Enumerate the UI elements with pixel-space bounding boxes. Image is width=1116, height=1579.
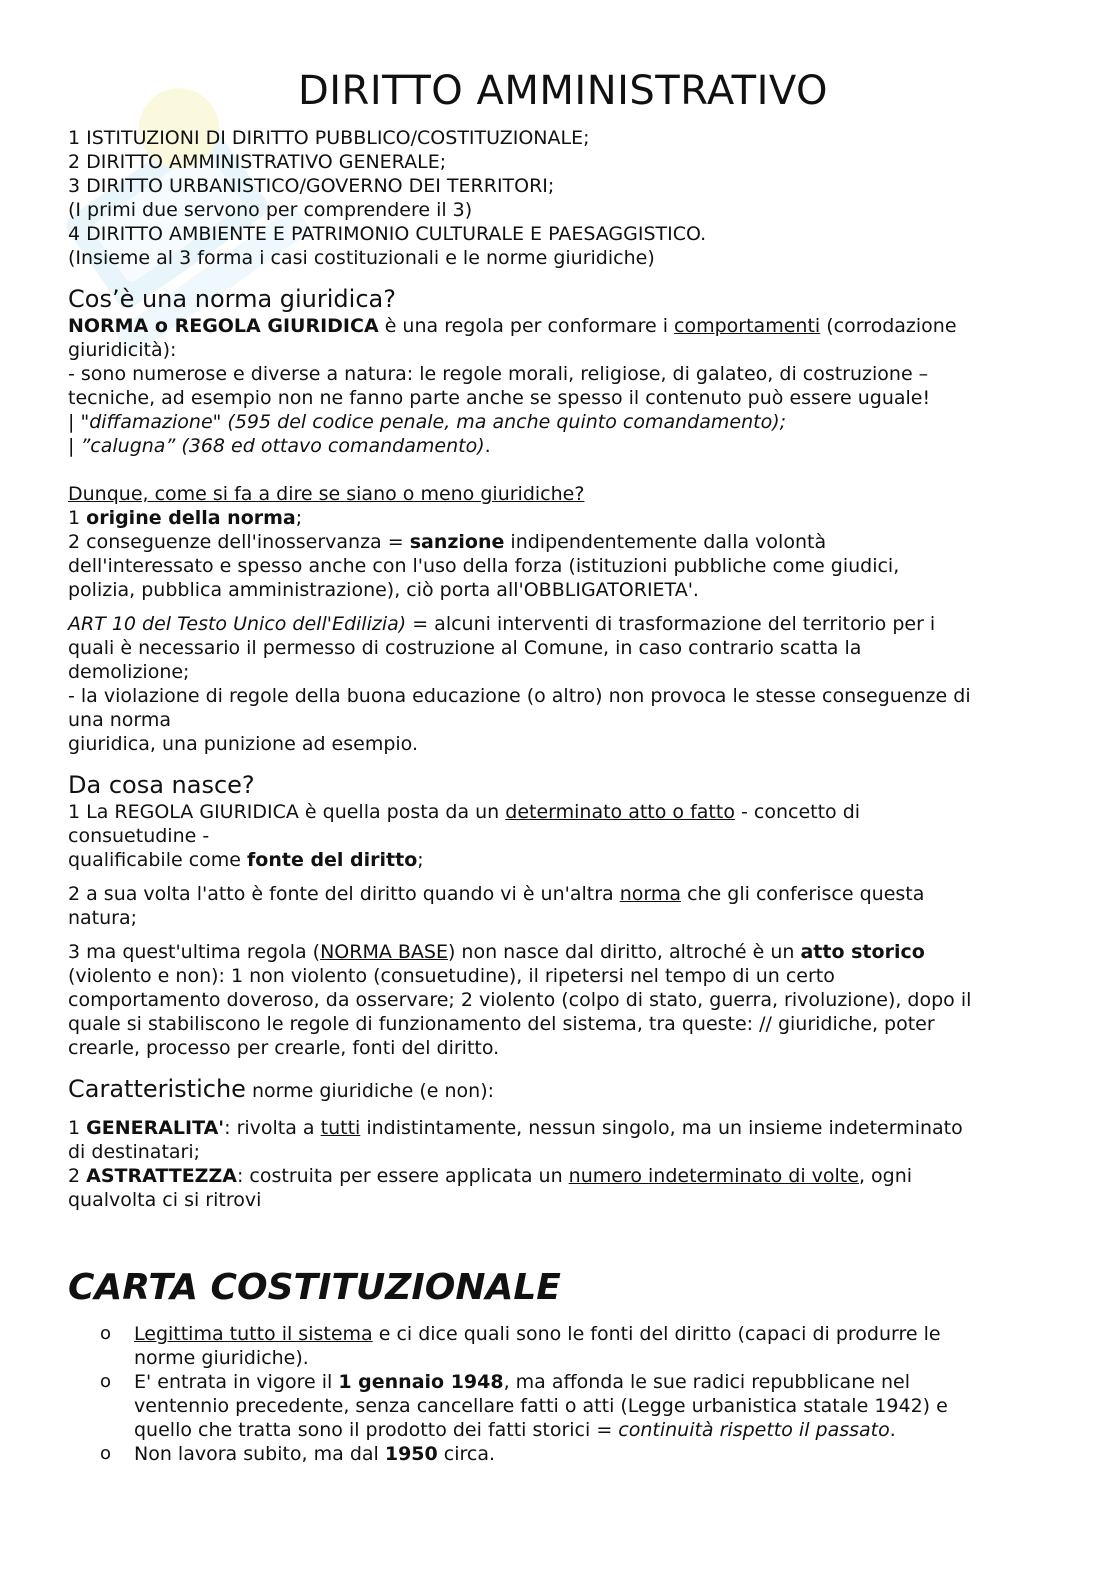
text: 2 <box>68 1165 87 1187</box>
list-item <box>68 1442 1058 1466</box>
text-line: una norma <box>68 709 172 731</box>
text-line: quali è necessario il permesso di costruzione al Comune, in caso contrario scatta la <box>68 637 862 659</box>
text: che gli conferisce questa <box>681 883 925 905</box>
section-heading-caratteristiche <box>68 1074 1058 1106</box>
text: . <box>889 1419 896 1441</box>
text-line <box>68 882 1058 906</box>
heading-main: Caratteristiche <box>68 1075 246 1103</box>
text: (corrodazione <box>820 315 957 337</box>
bold-text: ASTRATTEZZA <box>86 1165 237 1187</box>
text: circa. <box>437 1443 496 1465</box>
underlined-term: determinato atto o fatto <box>505 801 735 823</box>
intro-list <box>68 126 1058 270</box>
text-line <box>68 612 1058 636</box>
text-line: demolizione; <box>68 661 190 683</box>
text: 3 ma quest'ultima regola ( <box>68 941 321 963</box>
italic-text: continuità rispetto il passato <box>618 1419 890 1441</box>
text-line: - sono numerose e diverse a natura: le regole morali, religiose, di galateo, di costruzione – <box>68 363 929 385</box>
text: . <box>484 435 491 457</box>
document-page <box>68 66 1058 1466</box>
bold-text: origine della norma <box>86 507 296 529</box>
text-line <box>68 940 1058 964</box>
text-line: giuridicità): <box>68 339 177 361</box>
italic-text: ”calugna” (368 ed ottavo comandamento) <box>80 435 485 457</box>
intro-line: 1 ISTITUZIONI DI DIRITTO PUBBLICO/COSTITUZIONALE; <box>68 127 590 149</box>
intro-line: (I primi due servono per comprendere il 3) <box>68 199 473 221</box>
text: Non lavora subito, ma dal <box>134 1443 385 1465</box>
underlined-term: norma <box>619 883 682 905</box>
underlined-term: numero indeterminato di volte <box>568 1165 859 1187</box>
text: indistintamente, nessun singolo, ma un insieme indeterminato <box>360 1117 963 1139</box>
intro-line: 2 DIRITTO AMMINISTRATIVO GENERALE; <box>68 151 447 173</box>
text: ) non nasce dal diritto, altroché è un <box>447 941 801 963</box>
underlined-term: tutti <box>320 1117 361 1139</box>
intro-line: 3 DIRITTO URBANISTICO/GOVERNO DEI TERRITORI; <box>68 175 555 197</box>
text: 1 La REGOLA GIURIDICA è quella posta da un <box>68 801 506 823</box>
text-line <box>68 1164 1058 1188</box>
text: | <box>68 435 81 457</box>
text-line: natura; <box>68 907 138 929</box>
list-item <box>68 1322 1058 1370</box>
text-line: crearle, processo per crearle, fonti del diritto. <box>68 1037 500 1059</box>
bullet-list <box>68 1322 1058 1466</box>
text-line <box>68 530 1058 554</box>
bullet-marker: o <box>100 1371 112 1392</box>
question-line <box>68 482 1058 506</box>
heading-suffix: norme giuridiche (e non): <box>245 1080 495 1102</box>
italic-text: "diffamazione" (595 del codice penale, ma anche quinto comandamento); <box>80 411 787 433</box>
intro-line: 4 DIRITTO AMBIENTE E PATRIMONIO CULTURALE E PAESAGGISTICO. <box>68 223 707 245</box>
text-line <box>134 1442 1058 1466</box>
text-line <box>68 1116 1058 1140</box>
text-line: tecniche, ad esempio non ne fanno parte anche se spesso il contenuto può essere uguale! <box>68 387 931 409</box>
underlined-term: Legittima tutto il sistema <box>134 1323 373 1345</box>
text: : rivolta a <box>224 1117 321 1139</box>
text: qualificabile come <box>68 849 248 871</box>
text-line <box>68 506 1058 530</box>
text-line: consuetudine - <box>68 825 210 847</box>
text: E' entrata in vigore il <box>134 1371 339 1393</box>
bold-text: 1950 <box>384 1443 438 1465</box>
underlined-question: Dunque, come si fa a dire se siano o meno giuridiche? <box>68 483 585 505</box>
bold-text: fonte del diritto <box>247 849 418 871</box>
intro-line: (Insieme al 3 forma i casi costituzionali e le norme giuridiche) <box>68 247 655 269</box>
text: 2 a sua volta l'atto è fonte del diritto quando vi è un'altra <box>68 883 620 905</box>
text: quello che tratta sono il prodotto dei fatti storici = <box>134 1419 619 1441</box>
list-item <box>68 1370 1058 1442</box>
definition-term: NORMA o REGOLA GIURIDICA <box>68 315 379 337</box>
text-line: giuridica, una punizione ad esempio. <box>68 733 419 755</box>
text-line <box>68 848 1058 872</box>
text-line: dell'interessato e spesso anche con l'uso della forza (istituzioni pubbliche come giudici, <box>68 555 900 577</box>
text-line: quale si stabiliscono le regole di funzionamento del sistema, tra queste: // giuridiche, poter <box>68 1013 935 1035</box>
text-line <box>134 1370 1058 1394</box>
italic-text: ART 10 del Testo Unico dell'Edilizia) <box>68 613 407 635</box>
text: ; <box>295 507 303 529</box>
text-line <box>134 1322 1058 1346</box>
bold-text: GENERALITA' <box>86 1117 225 1139</box>
text: ; <box>417 849 424 871</box>
underlined-term: NORMA BASE <box>320 941 448 963</box>
text: è una regola per conformare i <box>378 315 675 337</box>
bullet-marker: o <box>100 1443 112 1464</box>
section-heading-norma: Cos’è una norma giuridica? <box>68 285 396 313</box>
section-heading-carta: CARTA COSTITUZIONALE <box>68 1267 561 1308</box>
text: , ma affonda le sue radici repubblicane nel <box>503 1371 910 1393</box>
text-line <box>134 1418 1058 1442</box>
text: 2 conseguenze dell'inosservanza = <box>68 531 410 553</box>
section-heading-origine: Da cosa nasce? <box>68 771 255 799</box>
text: , ogni <box>858 1165 913 1187</box>
text-line <box>68 800 1058 824</box>
text: e ci dice quali sono le fonti del diritto (capaci di produrre le <box>372 1323 941 1345</box>
example-line <box>68 434 1058 458</box>
text-line: ventennio precedente, senza cancellare fatti o atti (Legge urbanistica statale 1942) e <box>134 1395 948 1417</box>
bold-text: sanzione <box>409 531 505 553</box>
text: | <box>68 411 81 433</box>
text-line: comportamento doveroso, da osservare; 2 violento (colpo di stato, guerra, rivoluzione), dopo il <box>68 989 972 1011</box>
underlined-term: comportamenti <box>674 315 821 337</box>
bold-text: atto storico <box>800 941 925 963</box>
text-line: (violento e non): 1 non violento (consuetudine), il ripetersi nel tempo di un certo <box>68 965 835 987</box>
text: 1 <box>68 507 87 529</box>
text: = alcuni interventi di trasformazione del territorio per i <box>406 613 936 635</box>
text: : costruita per essere applicata un <box>236 1165 569 1187</box>
text: - concetto di <box>734 801 861 823</box>
text: indipendentemente dalla volontà <box>504 531 827 553</box>
bold-text: 1 gennaio 1948 <box>338 1371 504 1393</box>
text-line: - la violazione di regole della buona educazione (o altro) non provoca le stesse conseguenze di <box>68 685 971 707</box>
text-line: qualvolta ci si ritrovi <box>68 1189 262 1211</box>
page-title: DIRITTO AMMINISTRATIVO <box>297 68 829 114</box>
bullet-marker: o <box>100 1323 112 1344</box>
text-line: polizia, pubblica amministrazione), ciò porta all'OBBLIGATORIETA'. <box>68 579 699 601</box>
text-line: di destinatari; <box>68 1141 201 1163</box>
example-line <box>68 410 1058 434</box>
text: 1 <box>68 1117 87 1139</box>
text-line: norme giuridiche). <box>134 1347 309 1369</box>
definition-line <box>68 314 1058 338</box>
